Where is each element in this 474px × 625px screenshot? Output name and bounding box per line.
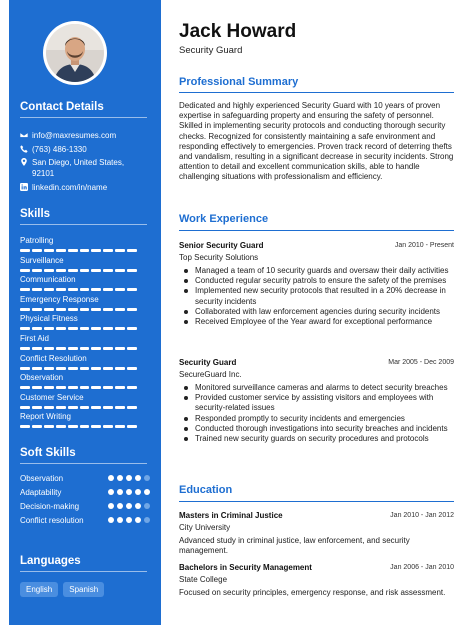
skill-level-bar xyxy=(20,288,137,291)
skill-bar-segment xyxy=(44,249,54,252)
contact-divider xyxy=(20,117,147,118)
skill-item xyxy=(20,373,150,389)
education-description: Focused on security principles, emergency response, and risk assessment. xyxy=(179,588,446,597)
skill-bar-segment xyxy=(32,288,42,291)
job-company: SecureGuard Inc. xyxy=(179,370,242,379)
rating-dot xyxy=(144,475,150,481)
skill-level-bar xyxy=(20,308,137,311)
rating-dot xyxy=(135,517,141,523)
skill-bar-segment xyxy=(32,386,42,389)
skill-label: Customer Service xyxy=(20,392,84,402)
rating-dot xyxy=(126,475,132,481)
location-pin-icon xyxy=(20,157,32,179)
job-title: Security Guard xyxy=(179,358,237,367)
contact-phone[interactable] xyxy=(20,144,150,155)
rating-dot xyxy=(126,489,132,495)
skill-bar-segment xyxy=(44,386,54,389)
skill-bar-segment xyxy=(32,406,42,409)
soft-skill-rating xyxy=(108,489,150,495)
job-bullets xyxy=(179,383,454,444)
education-header xyxy=(179,563,454,573)
skill-bar-segment xyxy=(115,249,125,252)
skill-bar-segment xyxy=(20,425,30,428)
skill-bar-segment xyxy=(103,367,113,370)
skill-bar-segment xyxy=(68,288,78,291)
skill-bar-segment xyxy=(127,406,137,409)
rating-dot xyxy=(144,517,150,523)
list-item: Responded promptly to security incidents and emergencies xyxy=(179,414,454,424)
skill-bar-segment xyxy=(115,269,125,272)
soft-skills-divider xyxy=(20,463,147,464)
job-bullets xyxy=(179,266,454,327)
rating-dot xyxy=(126,517,132,523)
skill-level-bar xyxy=(20,347,137,350)
skill-bar-segment xyxy=(32,249,42,252)
skill-bar-segment xyxy=(56,367,66,370)
skill-bar-segment xyxy=(20,308,30,311)
skill-bar-segment xyxy=(80,269,90,272)
school-name: State College xyxy=(179,575,228,584)
skill-bar-segment xyxy=(80,288,90,291)
skill-bar-segment xyxy=(127,327,137,330)
skill-bar-segment xyxy=(44,367,54,370)
job-dates: Jan 2010 - Present xyxy=(394,242,454,249)
skill-bar-segment xyxy=(32,269,42,272)
rating-dot xyxy=(108,503,114,509)
skill-bar-segment xyxy=(20,406,30,409)
education-description: Advanced study in criminal justice, law enforcement, and security management. xyxy=(179,536,410,556)
skill-level-bar xyxy=(20,367,137,370)
skill-bar-segment xyxy=(68,386,78,389)
profile-photo xyxy=(43,21,107,85)
skill-label: Report Writing xyxy=(20,412,71,422)
envelope-icon xyxy=(20,130,32,141)
rating-dot xyxy=(117,503,123,509)
skill-item xyxy=(20,295,150,311)
skill-bar-segment xyxy=(44,425,54,428)
skill-bar-segment xyxy=(56,288,66,291)
skill-bar-segment xyxy=(56,308,66,311)
skill-bar-segment xyxy=(115,406,125,409)
experience-divider xyxy=(179,230,454,231)
skill-bar-segment xyxy=(20,386,30,389)
skill-bar-segment xyxy=(80,425,90,428)
skill-item xyxy=(20,354,150,370)
skill-label: Patrolling xyxy=(20,236,54,245)
skill-bar-segment xyxy=(68,269,78,272)
list-item: Monitored surveillance cameras and alarms to detect security breaches xyxy=(179,383,454,393)
skill-bar-segment xyxy=(68,347,78,350)
skill-bar-segment xyxy=(56,249,66,252)
skill-bar-segment xyxy=(68,367,78,370)
skill-bar-segment xyxy=(115,386,125,389)
list-item: Conducted thorough investigations into security breaches and incidents xyxy=(179,424,454,434)
skill-bar-segment xyxy=(91,288,101,291)
skill-bar-segment xyxy=(115,367,125,370)
list-item: Implemented new security protocols that resulted in a 20% decrease in security incidents xyxy=(179,286,454,306)
skill-bar-segment xyxy=(68,249,78,252)
skill-bar-segment xyxy=(103,308,113,311)
list-item: Managed a team of 10 security guards and oversaw their daily activities xyxy=(179,266,454,276)
skill-bar-segment xyxy=(91,347,101,350)
skill-bar-segment xyxy=(44,327,54,330)
rating-dot xyxy=(144,503,150,509)
skill-bar-segment xyxy=(32,327,42,330)
languages-list xyxy=(20,582,104,597)
education-header xyxy=(179,511,454,521)
skill-level-bar xyxy=(20,249,137,252)
skill-bar-segment xyxy=(103,288,113,291)
skill-label: First Aid xyxy=(20,334,49,343)
skill-bar-segment xyxy=(68,425,78,428)
skill-item xyxy=(20,314,150,330)
summary-divider xyxy=(179,92,454,93)
skill-item xyxy=(20,412,150,428)
skill-bar-segment xyxy=(68,308,78,311)
language-chip: English xyxy=(20,582,58,597)
summary-heading: Professional Summary xyxy=(179,76,299,88)
skill-item xyxy=(20,393,150,409)
rating-dot xyxy=(108,475,114,481)
soft-skill-label: Conflict resolution xyxy=(20,516,84,525)
soft-skill-rating xyxy=(108,503,150,509)
summary-text: Dedicated and highly experienced Security Guard with 10 years of proven expertise in safeguarding property and ensuring the safety of personnel. Skilled in implementing security protocols and conducting thorough security checks. Recognized for consistently maintaining a safe environment and responding effectively to emergencies. Proven track record of deterring thefts and vandalism, resulting in a significant decrease in security incidents. Strong attention to detail and excellent communication skills, able to handle challenging situations with professionalism and efficiency. xyxy=(179,101,454,182)
skill-bar-segment xyxy=(68,327,78,330)
skill-bar-segment xyxy=(56,269,66,272)
rating-dot xyxy=(144,489,150,495)
skill-bar-segment xyxy=(91,308,101,311)
skill-bar-segment xyxy=(115,425,125,428)
skill-item xyxy=(20,236,150,252)
skill-bar-segment xyxy=(20,249,30,252)
skill-bar-segment xyxy=(56,386,66,389)
job-title: Senior Security Guard xyxy=(179,241,264,250)
contact-email[interactable] xyxy=(20,130,150,141)
contact-location xyxy=(20,157,150,179)
skill-bar-segment xyxy=(20,269,30,272)
skill-bar-segment xyxy=(80,406,90,409)
list-item: Received Employee of the Year award for exceptional performance xyxy=(179,317,454,327)
candidate-role: Security Guard xyxy=(179,45,243,56)
skill-bar-segment xyxy=(80,347,90,350)
skill-bar-segment xyxy=(103,347,113,350)
avatar xyxy=(46,24,104,82)
skill-bar-segment xyxy=(103,249,113,252)
soft-skill-item xyxy=(20,474,150,484)
skill-level-bar xyxy=(20,386,137,389)
rating-dot xyxy=(108,517,114,523)
job-dates: Mar 2005 - Dec 2009 xyxy=(388,359,454,366)
skill-bar-segment xyxy=(91,406,101,409)
sidebar xyxy=(9,0,161,625)
degree-title: Masters in Criminal Justice xyxy=(179,511,283,520)
languages-heading: Languages xyxy=(20,555,81,567)
contact-phone-text: (763) 486-1330 xyxy=(32,145,87,154)
skill-bar-segment xyxy=(20,327,30,330)
rating-dot xyxy=(117,517,123,523)
skill-bar-segment xyxy=(91,327,101,330)
skill-bar-segment xyxy=(127,288,137,291)
soft-skill-rating xyxy=(108,517,150,523)
skill-bar-segment xyxy=(127,425,137,428)
skill-bar-segment xyxy=(80,367,90,370)
rating-dot xyxy=(108,489,114,495)
skill-bar-segment xyxy=(56,425,66,428)
skill-label: Communication xyxy=(20,275,76,285)
skill-level-bar xyxy=(20,269,137,272)
skill-item xyxy=(20,334,150,350)
soft-skill-item xyxy=(20,488,150,498)
job-header xyxy=(179,358,454,368)
skill-bar-segment xyxy=(32,425,42,428)
soft-skill-label: Decision-making xyxy=(20,502,80,511)
education-divider xyxy=(179,501,454,502)
soft-skill-item xyxy=(20,502,150,512)
skill-bar-segment xyxy=(68,406,78,409)
linkedin-icon xyxy=(20,182,32,193)
list-item: Conducted regular security patrols to ensure the safety of the premises xyxy=(179,276,454,286)
skill-level-bar xyxy=(20,425,137,428)
contact-linkedin[interactable] xyxy=(20,182,150,193)
skill-bar-segment xyxy=(103,425,113,428)
skill-bar-segment xyxy=(127,269,137,272)
skill-bar-segment xyxy=(56,347,66,350)
skill-item xyxy=(20,256,150,272)
skill-label: Conflict Resolution xyxy=(20,353,87,363)
skill-bar-segment xyxy=(44,269,54,272)
skill-item xyxy=(20,275,150,291)
contact-linkedin-text: linkedin.com/in/name xyxy=(32,183,108,192)
skill-bar-segment xyxy=(80,386,90,389)
skill-bar-segment xyxy=(115,327,125,330)
skill-bar-segment xyxy=(44,308,54,311)
skill-bar-segment xyxy=(56,406,66,409)
skill-level-bar xyxy=(20,327,137,330)
skill-bar-segment xyxy=(91,425,101,428)
skill-bar-segment xyxy=(20,367,30,370)
school-name: City University xyxy=(179,523,231,532)
language-chip: Spanish xyxy=(63,582,104,597)
skill-bar-segment xyxy=(115,347,125,350)
skill-label: Surveillance xyxy=(20,255,64,265)
soft-skill-label: Observation xyxy=(20,474,64,483)
skill-bar-segment xyxy=(127,367,137,370)
list-item: Collaborated with law enforcement agencies during security incidents xyxy=(179,307,454,317)
skill-bar-segment xyxy=(127,249,137,252)
skill-bar-segment xyxy=(44,347,54,350)
rating-dot xyxy=(126,503,132,509)
skill-bar-segment xyxy=(80,249,90,252)
skill-label: Physical Fitness xyxy=(20,314,78,324)
skill-bar-segment xyxy=(91,386,101,389)
soft-skill-rating xyxy=(108,475,150,481)
skill-bar-segment xyxy=(91,269,101,272)
skill-bar-segment xyxy=(32,347,42,350)
skill-bar-segment xyxy=(127,347,137,350)
soft-skill-label: Adaptability xyxy=(20,488,62,497)
languages-divider xyxy=(20,571,147,572)
skill-label: Emergency Response xyxy=(20,294,99,304)
skill-bar-segment xyxy=(20,347,30,350)
rating-dot xyxy=(135,503,141,509)
list-item: Provided customer service by assisting visitors and employees with security-related issues xyxy=(179,393,454,413)
degree-title: Bachelors in Security Management xyxy=(179,563,312,572)
skills-divider xyxy=(20,224,147,225)
skill-bar-segment xyxy=(80,308,90,311)
rating-dot xyxy=(135,489,141,495)
skill-bar-segment xyxy=(91,367,101,370)
skill-bar-segment xyxy=(127,308,137,311)
education-dates: Jan 2006 - Jan 2010 xyxy=(390,564,454,571)
skill-bar-segment xyxy=(44,288,54,291)
skill-bar-segment xyxy=(103,406,113,409)
rating-dot xyxy=(135,475,141,481)
contact-location-text: San Diego, United States, 92101 xyxy=(32,158,125,178)
skills-heading: Skills xyxy=(20,208,51,220)
skill-label: Observation xyxy=(20,373,64,383)
job-company: Top Security Solutions xyxy=(179,253,259,262)
job-header xyxy=(179,241,454,251)
skill-bar-segment xyxy=(32,367,42,370)
rating-dot xyxy=(117,489,123,495)
skill-bar-segment xyxy=(127,386,137,389)
skill-bar-segment xyxy=(20,288,30,291)
candidate-name: Jack Howard xyxy=(179,21,297,42)
soft-skills-heading: Soft Skills xyxy=(20,447,76,459)
contact-email-text: info@maxresumes.com xyxy=(32,131,117,140)
education-dates: Jan 2010 - Jan 2012 xyxy=(390,512,454,519)
skill-bar-segment xyxy=(103,327,113,330)
skill-bar-segment xyxy=(103,269,113,272)
skill-bar-segment xyxy=(56,327,66,330)
education-heading: Education xyxy=(179,484,233,496)
soft-skill-item xyxy=(20,516,150,526)
skill-bar-segment xyxy=(115,308,125,311)
contact-heading: Contact Details xyxy=(20,101,104,113)
experience-heading: Work Experience xyxy=(179,213,269,225)
skill-bar-segment xyxy=(91,249,101,252)
skill-bar-segment xyxy=(32,308,42,311)
rating-dot xyxy=(117,475,123,481)
skill-bar-segment xyxy=(103,386,113,389)
phone-icon xyxy=(20,144,32,155)
skill-level-bar xyxy=(20,406,137,409)
skill-bar-segment xyxy=(44,406,54,409)
list-item: Trained new security guards on security procedures and protocols xyxy=(179,434,454,444)
skill-bar-segment xyxy=(115,288,125,291)
skill-bar-segment xyxy=(80,327,90,330)
